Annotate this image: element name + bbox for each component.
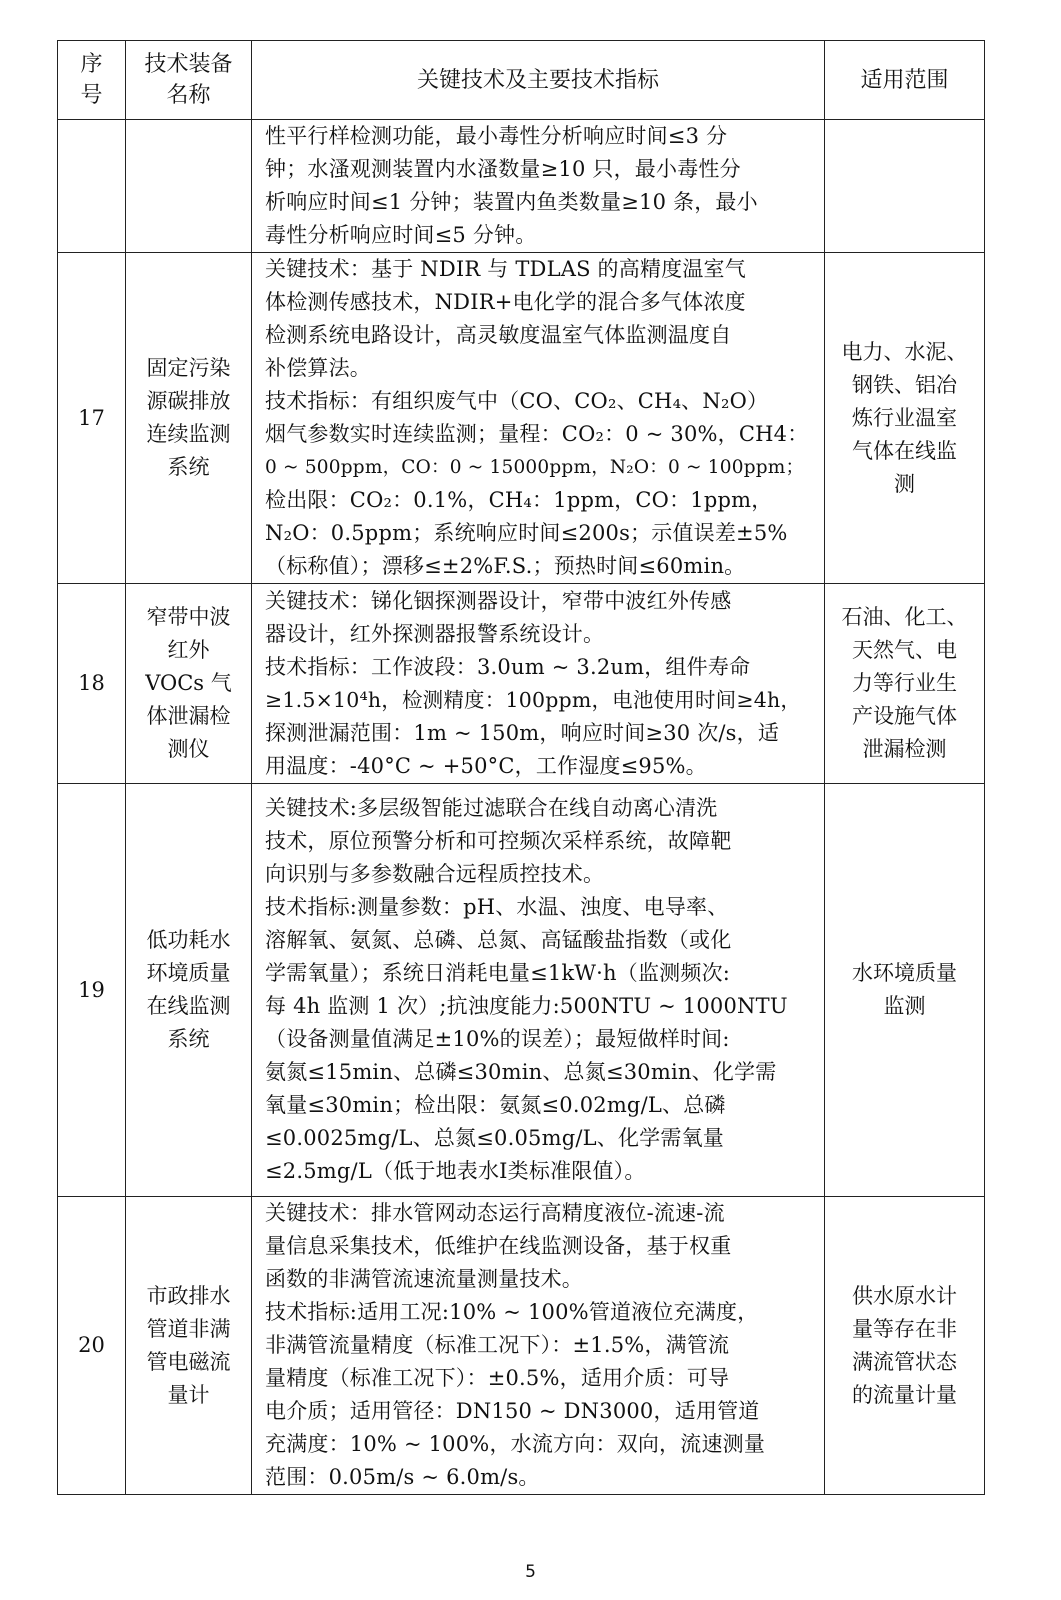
equipment-name-line: 固定污染: [146, 356, 231, 380]
description-line: 器设计，红外探测器报警系统设计。: [265, 621, 605, 646]
description-line: 关键技术：基于 NDIR 与 TDLAS 的高精度温室气: [265, 257, 746, 281]
description-line: 检测系统电路设计，高灵敏度温室气体监测温度自: [265, 323, 732, 347]
table-row: [58, 120, 985, 253]
scope-line: 测: [894, 471, 915, 496]
description-line: （设备测量值满足±10%的误差）；最短做样时间:: [265, 1027, 730, 1051]
scope-line: 天然气、电: [852, 638, 957, 662]
page-number: 5: [525, 1562, 536, 1582]
equipment-name: [126, 584, 252, 784]
row-number: 19: [58, 784, 126, 1197]
description-line: 0 ~ 500ppm，CO：0 ~ 15000ppm，N₂O：0 ~ 100ppm；: [265, 457, 805, 478]
table-row: [58, 1197, 985, 1495]
description-line: 技术指标：有组织废气中（CO、CO₂、CH₄、N₂O）: [265, 389, 769, 413]
equipment-name-line: 连续监测: [146, 422, 231, 446]
description-line: 电介质；适用管径：DN150 ~ DN3000，适用管道: [265, 1399, 760, 1423]
description-line: 学需氧量）；系统日消耗电量≤1kW·h（监测频次:: [265, 961, 731, 985]
row-number: [58, 120, 126, 253]
equipment-name-line: 管道非满: [146, 1316, 231, 1341]
scope-line: 的流量计量: [852, 1382, 957, 1407]
scope-line: 电力、水泥、: [841, 339, 968, 364]
description-line: 关键技术：锑化铟探测器设计，窄带中波红外传感: [265, 588, 732, 613]
description-line: 充满度：10% ~ 100%，水流方向：双向，流速测量: [265, 1432, 766, 1456]
application-scope: [825, 120, 985, 253]
header-row: [58, 41, 985, 120]
description-line: 钟；水溞观测装置内水溞数量≥10 只，最小毒性分: [265, 157, 741, 181]
description-line: 技术指标:测量参数：pH、水温、浊度、电导率、: [265, 895, 729, 919]
description-line: 用温度：-40°C ~ +50°C，工作湿度≤95%。: [265, 753, 707, 778]
description-line: 非满管流量精度（标准工况下）：±1.5%，满管流: [265, 1333, 730, 1357]
description-line: 关键技术:多层级智能过滤联合在线自动离心清洗: [265, 796, 718, 820]
application-scope: [825, 253, 985, 584]
technical-description: [252, 120, 825, 253]
equipment-name: [126, 120, 252, 253]
description-line: 毒性分析响应时间≤5 分钟。: [265, 223, 537, 247]
header-name-line: 名称: [166, 83, 211, 108]
technical-description: [252, 584, 825, 784]
equipment-table: [57, 40, 985, 1495]
row-number: 17: [58, 253, 126, 584]
scope-line: 石油、化工、: [841, 605, 968, 629]
header-no: [58, 41, 126, 120]
description-line: 关键技术：排水管网动态运行高精度液位-流速-流: [265, 1201, 725, 1225]
equipment-name-line: 管电磁流: [146, 1349, 231, 1374]
description-line: 范围：0.05m/s ~ 6.0m/s。: [265, 1465, 540, 1489]
description-line: 体检测传感技术，NDIR+电化学的混合多气体浓度: [265, 290, 746, 314]
header-scope: 适用范围: [825, 41, 985, 120]
scope-line: 水环境质量: [852, 961, 957, 985]
description-line: 氨氮≤15min、总磷≤30min、总氮≤30min、化学需: [265, 1060, 777, 1084]
description-line: 探测泄漏范围：1m ~ 150m，响应时间≥30 次/s，适: [265, 720, 780, 745]
equipment-name-line: 在线监测: [146, 994, 231, 1018]
technical-description: [252, 784, 825, 1197]
description-line: 补偿算法。: [265, 356, 371, 380]
row-number: 18: [58, 584, 126, 784]
description-line: 性平行样检测功能，最小毒性分析响应时间≤3 分: [265, 124, 728, 148]
description-line: ≤0.0025mg/L、总氮≤0.05mg/L、化学需氧量: [265, 1126, 724, 1150]
application-scope: [825, 784, 985, 1197]
equipment-name: [126, 784, 252, 1197]
equipment-name-line: 红外: [167, 638, 210, 662]
description-line: 量精度（标准工况下）：±0.5%，适用介质：可导: [265, 1366, 730, 1390]
description-line: 检出限：CO₂：0.1%，CH₄：1ppm，CO：1ppm，: [265, 488, 773, 512]
table-row: [58, 253, 985, 584]
equipment-name-line: 窄带中波: [146, 605, 231, 629]
scope-line: 钢铁、铝冶: [852, 372, 957, 397]
description-line: ≥1.5×10⁴h，检测精度：100ppm，电池使用时间≥4h，: [265, 687, 802, 712]
scope-line: 产设施气体: [852, 704, 957, 728]
header-no-line: 序: [80, 52, 103, 77]
equipment-name-line: 系统: [167, 1027, 210, 1051]
description-line: 析响应时间≤1 分钟；装置内鱼类数量≥10 条，最小: [265, 190, 758, 214]
application-scope: [825, 584, 985, 784]
application-scope: [825, 1197, 985, 1495]
description-line: N₂O：0.5ppm；系统响应时间≤200s；示值误差±5%: [265, 521, 788, 545]
equipment-name-line: 系统: [167, 455, 210, 479]
equipment-name-line: 体泄漏检: [146, 704, 231, 728]
row-number: 20: [58, 1197, 126, 1495]
table-row: [58, 784, 985, 1197]
scope-line: 量等存在非: [852, 1316, 957, 1341]
scope-line: 气体在线监: [852, 438, 957, 463]
header-name: [126, 41, 252, 120]
description-line: 溶解氧、氨氮、总磷、总氮、高锰酸盐指数（或化: [265, 928, 732, 952]
equipment-name-line: 市政排水: [146, 1283, 231, 1308]
equipment-name-line: 测仪: [167, 737, 210, 761]
scope-line: 力等行业生: [852, 671, 957, 695]
equipment-name: [126, 1197, 252, 1495]
description-line: 技术指标：工作波段：3.0um ~ 3.2um，组件寿命: [265, 654, 751, 679]
description-line: 每 4h 监测 1 次）;抗浊度能力:500NTU ~ 1000NTU: [265, 994, 788, 1018]
header-no-line: 号: [80, 83, 103, 108]
scope-line: 监测: [883, 994, 926, 1018]
description-line: 技术指标:适用工况:10% ~ 100%管道液位充满度，: [265, 1300, 759, 1324]
description-line: 向识别与多参数融合远程质控技术。: [265, 862, 605, 886]
description-line: （标称值）；漂移≤±2%F.S.；预热时间≤60min。: [265, 554, 746, 578]
header-desc: 关键技术及主要技术指标: [252, 41, 825, 120]
description-line: 氧量≤30min；检出限：氨氮≤0.02mg/L、总磷: [265, 1093, 726, 1117]
table-body: [58, 120, 985, 1495]
equipment-name-line: 环境质量: [146, 961, 231, 985]
description-line: 函数的非满管流速流量测量技术。: [265, 1267, 583, 1291]
technical-description: [252, 253, 825, 584]
equipment-name: [126, 253, 252, 584]
description-line: 技术，原位预警分析和可控频次采样系统，故障靶: [265, 829, 732, 853]
scope-line: 泄漏检测: [862, 737, 947, 761]
description-line: 量信息采集技术，低维护在线监测设备，基于权重: [265, 1234, 732, 1258]
header-name-line: 技术装备: [144, 52, 233, 77]
equipment-name-line: 量计: [167, 1382, 210, 1407]
table-row: [58, 584, 985, 784]
description-line: ≤2.5mg/L（低于地表水Ⅰ类标准限值）。: [265, 1159, 646, 1183]
technical-description: [252, 1197, 825, 1495]
scope-line: 炼行业温室: [852, 405, 957, 430]
description-line: 烟气参数实时连续监测；量程：CO₂：0 ~ 30%，CH4：: [265, 422, 809, 446]
scope-line: 供水原水计: [852, 1283, 957, 1308]
equipment-name-line: 源碳排放: [146, 389, 231, 413]
equipment-name-line: VOCs 气: [145, 671, 232, 695]
scope-line: 满流管状态: [852, 1349, 957, 1374]
equipment-name-line: 低功耗水: [146, 928, 231, 952]
